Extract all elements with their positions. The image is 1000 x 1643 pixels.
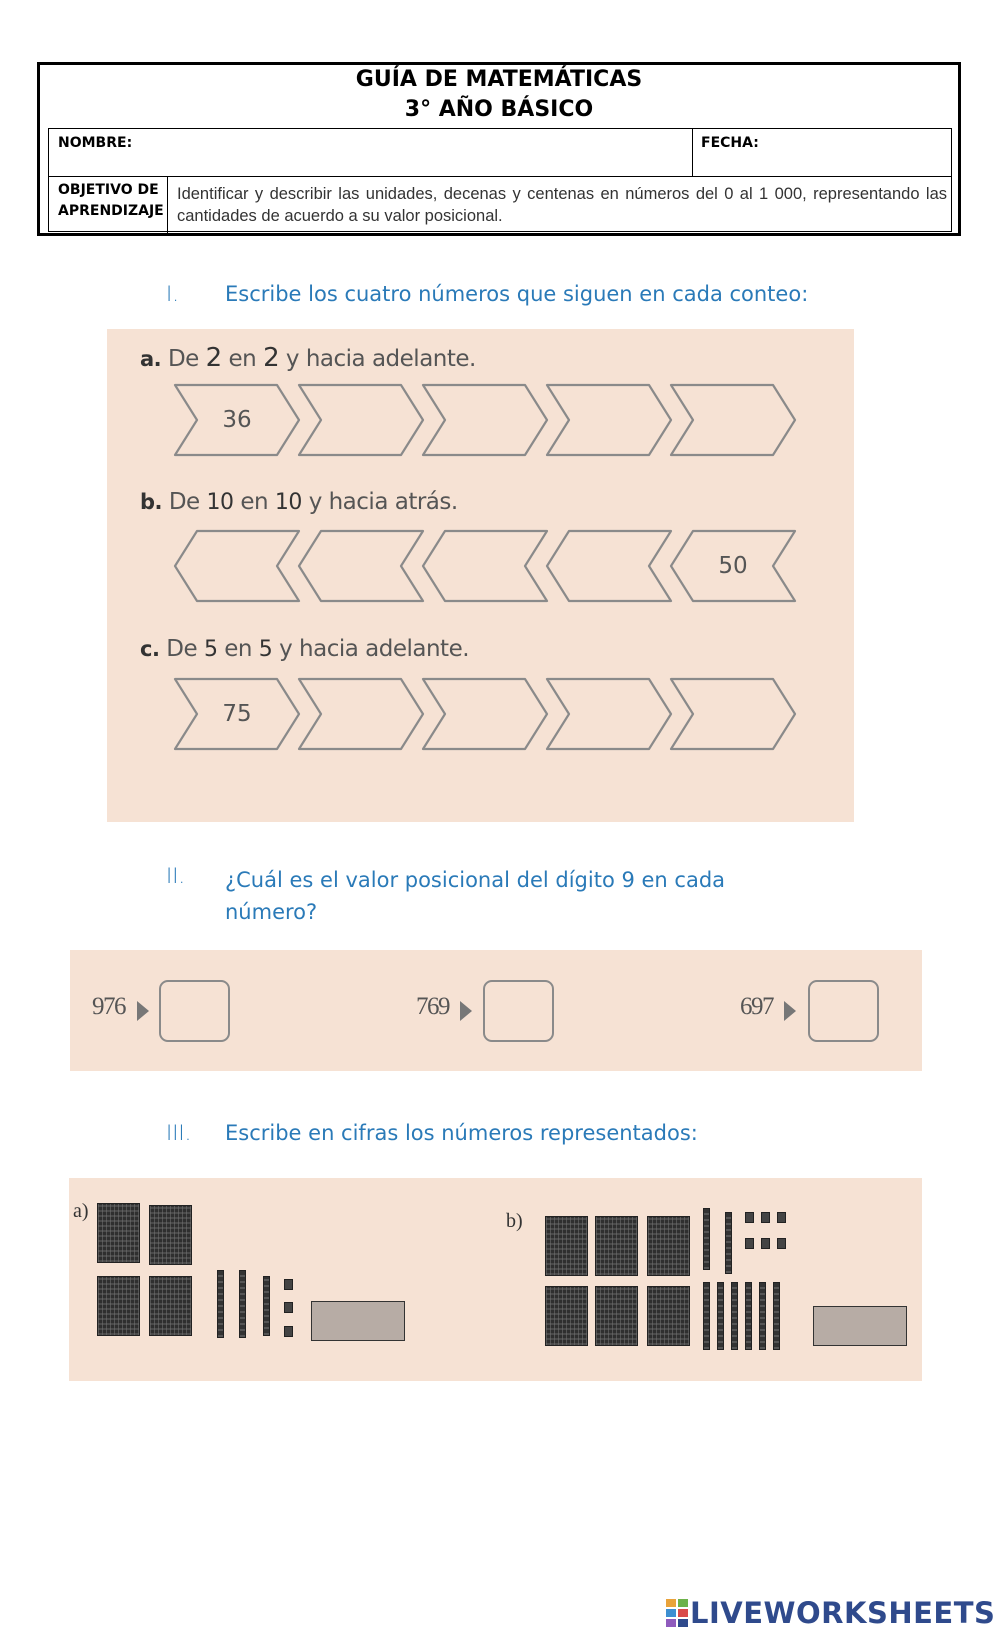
date-label: FECHA:: [701, 135, 759, 151]
counting-answer-box[interactable]: [173, 529, 301, 603]
step-number: 2: [263, 343, 280, 373]
en-word: en: [228, 346, 257, 372]
hundred-flat: [647, 1286, 690, 1346]
hundred-flat: [595, 1216, 638, 1276]
counting-given-value: [669, 529, 797, 603]
section1-instruction: Escribe los cuatro números que siguen en cada conteo:: [225, 282, 809, 306]
en-word: en: [240, 489, 269, 515]
hundred-flat: [149, 1276, 192, 1336]
section2-instruction-line1: ¿Cuál es el valor posicional del dígito 9 en cada: [225, 868, 726, 892]
counting-value: [297, 383, 425, 457]
counting-panel: [107, 329, 854, 822]
ten-rod: [717, 1282, 724, 1350]
unit-cube: [777, 1238, 786, 1249]
counting-value: [545, 383, 673, 457]
row-letter: b.: [140, 490, 163, 514]
liveworksheets-logo-icon: [666, 1599, 688, 1627]
hundred-flat: [595, 1286, 638, 1346]
counting-value: 50: [718, 553, 748, 579]
step-number: 10: [274, 490, 302, 515]
answer-box-a[interactable]: [311, 1301, 405, 1341]
unit-cube: [761, 1238, 770, 1249]
step-number: 5: [203, 637, 218, 662]
counting-answer-box[interactable]: [421, 529, 549, 603]
hundred-flat: [149, 1205, 192, 1265]
counting-answer-box[interactable]: [297, 677, 425, 751]
counting-value: [421, 677, 549, 751]
counting-answer-box[interactable]: [421, 677, 549, 751]
section2-number: II.: [166, 864, 186, 888]
name-label: NOMBRE:: [58, 135, 133, 151]
counting-answer-box[interactable]: [545, 677, 673, 751]
step-number: 2: [205, 343, 222, 373]
counting-answer-box[interactable]: [669, 383, 797, 457]
hundred-flat: [97, 1203, 140, 1263]
counting-answer-box[interactable]: [297, 529, 425, 603]
base-ten-panel: [69, 1178, 922, 1381]
ten-rod: [239, 1270, 246, 1338]
header-info-table: [48, 128, 952, 232]
ten-rod: [217, 1270, 224, 1338]
place-value-panel: [70, 950, 922, 1071]
hundred-flat: [647, 1216, 690, 1276]
ten-rod: [263, 1276, 270, 1336]
item-b-label: b): [506, 1210, 523, 1232]
unit-cube: [777, 1212, 786, 1223]
unit-cube: [761, 1212, 770, 1223]
place-value-number: 697: [740, 993, 773, 1020]
place-value-answer-box[interactable]: [159, 980, 230, 1042]
counting-given-value: [173, 677, 301, 751]
objective-label-2: APRENDIZAJE: [58, 203, 164, 219]
counting-instruction: [140, 489, 458, 515]
ten-rod: [703, 1208, 710, 1270]
place-value-number: 769: [416, 993, 449, 1020]
place-value-answer-box[interactable]: [808, 980, 879, 1042]
counting-value: [173, 529, 301, 603]
ten-rod: [725, 1212, 732, 1274]
counting-value: [421, 383, 549, 457]
de-word: De: [167, 346, 199, 372]
unit-cube: [284, 1302, 293, 1313]
counting-answer-box[interactable]: [545, 383, 673, 457]
ten-rod: [745, 1282, 752, 1350]
step-number: 5: [258, 637, 273, 662]
counting-value: [669, 677, 797, 751]
worksheet-header: [37, 62, 961, 236]
ten-rod: [773, 1282, 780, 1350]
unit-cube: [284, 1279, 293, 1290]
counting-answer-box[interactable]: [421, 383, 549, 457]
counting-value: 36: [222, 407, 252, 433]
counting-value: 75: [222, 701, 252, 727]
step-number: 10: [206, 490, 234, 515]
hundred-flat: [545, 1216, 588, 1276]
unit-cube: [745, 1238, 754, 1249]
objective-text: Identificar y describir las unidades, decenas y centenas en números del 0 al 1 000, representando las cantidades de acuerdo a su valor posicional.: [177, 185, 947, 225]
liveworksheets-logo[interactable]: LIVEWORKSHEETS: [690, 1596, 996, 1630]
row-letter: c.: [140, 637, 160, 661]
section3-number: III.: [166, 1121, 192, 1145]
ten-rod: [703, 1282, 710, 1350]
counting-value: [297, 529, 425, 603]
worksheet-grade: 3° AÑO BÁSICO: [404, 97, 594, 122]
arrow-right-icon: [460, 1001, 472, 1021]
arrow-right-icon: [784, 1001, 796, 1021]
counting-instruction: [140, 343, 476, 373]
direction-text: y hacia atrás.: [308, 489, 458, 515]
direction-text: y hacia adelante.: [285, 346, 476, 372]
unit-cube: [745, 1212, 754, 1223]
place-value-number: 976: [92, 993, 125, 1020]
counting-value: [297, 677, 425, 751]
counting-answer-box[interactable]: [545, 529, 673, 603]
direction-text: y hacia adelante.: [279, 636, 470, 662]
ten-rod: [759, 1282, 766, 1350]
item-a-label: a): [73, 1200, 89, 1222]
counting-answer-box[interactable]: [669, 677, 797, 751]
row-letter: a.: [140, 347, 162, 371]
counting-value: [545, 529, 673, 603]
section2-instruction-line2: número?: [225, 900, 318, 924]
hundred-flat: [97, 1276, 140, 1336]
counting-instruction: [140, 636, 469, 662]
section1-number: I.: [166, 282, 179, 306]
counting-value: [669, 383, 797, 457]
objective-label-1: OBJETIVO DE: [58, 182, 159, 198]
counting-value: [545, 677, 673, 751]
worksheet-title: GUÍA DE MATEMÁTICAS: [355, 67, 643, 92]
de-word: De: [168, 489, 200, 515]
place-value-answer-box[interactable]: [483, 980, 554, 1042]
unit-cube: [284, 1326, 293, 1337]
de-word: De: [166, 636, 198, 662]
counting-given-value: [173, 383, 301, 457]
hundred-flat: [545, 1286, 588, 1346]
answer-box-b[interactable]: [813, 1306, 907, 1346]
counting-answer-box[interactable]: [297, 383, 425, 457]
counting-value: [421, 529, 549, 603]
ten-rod: [731, 1282, 738, 1350]
section3-instruction: Escribe en cifras los números representados:: [225, 1121, 698, 1145]
en-word: en: [224, 636, 252, 662]
arrow-right-icon: [137, 1001, 149, 1021]
